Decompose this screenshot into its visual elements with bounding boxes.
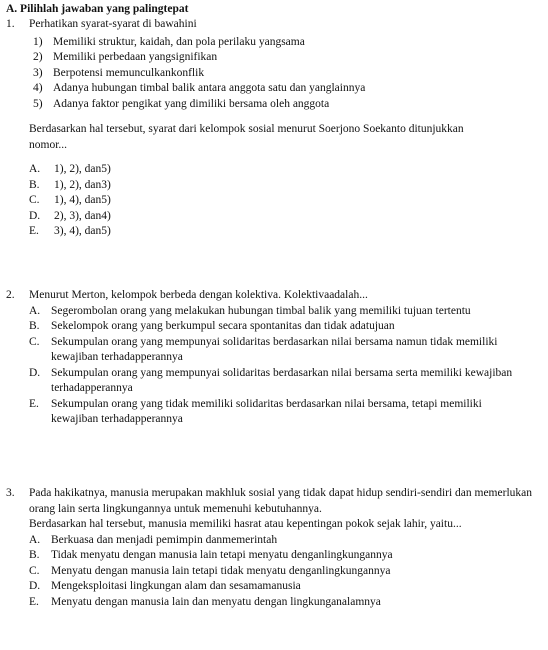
option-letter: E. <box>29 225 39 237</box>
statement-number: 4) <box>33 82 43 94</box>
question-body <box>29 17 536 240</box>
option-text: Menyatu dengan manusia lain dan menyatu dengan lingkunganalamnya <box>51 595 381 608</box>
question-stem-continued: Berdasarkan hal tersebut, manusia memiliki hasrat atau kepentingan pokok sejak lahir, yaitu... <box>29 518 462 530</box>
option-text: Berkuasa dan menjadi pemimpin danmemerintah <box>51 533 278 546</box>
option-letter: D. <box>29 209 41 222</box>
statement-text: Memiliki struktur, kaidah, dan pola perilaku yangsama <box>53 35 305 48</box>
answer-option-b[interactable] <box>29 178 536 194</box>
option-letter: D. <box>29 580 41 592</box>
question-number: 3. <box>6 487 15 499</box>
option-text: Tidak menyatu dengan manusia lain tetapi menyatu denganlingkungannya <box>51 549 393 561</box>
statement-number: 1) <box>33 35 43 48</box>
statement-number: 5) <box>33 97 43 110</box>
option-letter: C. <box>29 335 40 348</box>
option-letter: E. <box>29 595 39 608</box>
statement-text: Memiliki perbedaan yangsignifikan <box>53 51 218 63</box>
answer-option-c[interactable] <box>29 193 536 209</box>
statement-item <box>29 50 536 66</box>
question-body <box>29 288 536 428</box>
answer-option-e[interactable] <box>29 224 536 240</box>
option-letter: C. <box>29 564 40 577</box>
statement-item <box>29 81 536 97</box>
option-letter: D. <box>29 366 41 379</box>
option-letter: E. <box>29 397 39 410</box>
option-letter: A. <box>29 304 41 317</box>
statement-text: Adanya hubungan timbal balik antara anggota satu dan yanglainnya <box>53 82 366 94</box>
option-letter: A. <box>29 163 41 175</box>
option-text: 2), 3), dan4) <box>54 209 111 222</box>
answer-option-b[interactable] <box>29 548 541 564</box>
option-text: Sekelompok orang yang berkumpul secara spontanitas dan tidak adatujuan <box>51 320 395 332</box>
statement-number: 2) <box>33 51 43 63</box>
answer-options <box>29 162 536 240</box>
answer-option-a[interactable] <box>29 162 536 178</box>
statement-list <box>29 35 536 113</box>
question-stem: Perhatikan syarat-syarat di bawahini <box>29 18 197 30</box>
statement-text: Berpotensi memunculkankonflik <box>53 66 205 79</box>
option-text: Sekumpulan orang yang tidak memiliki solidaritas berdasarkan nilai bersama, tetapi memiliki kewajiban terhadapperannya <box>51 397 482 425</box>
question-2 <box>6 288 536 428</box>
section-title: A. Pilihlah jawaban yang palingtepat <box>6 3 189 15</box>
statement-item <box>29 97 536 113</box>
answer-option-b[interactable] <box>29 319 529 335</box>
option-text: Menyatu dengan manusia lain tetapi tidak menyatu denganlingkungannya <box>51 564 391 577</box>
question-number: 2. <box>6 289 15 301</box>
answer-option-d[interactable] <box>29 579 541 595</box>
option-text: Sekumpulan orang yang mempunyai solidaritas berdasarkan nilai bersama serta memiliki kewajiban terhadapperannya <box>51 366 513 394</box>
statement-item <box>29 35 536 51</box>
option-letter: C. <box>29 194 40 206</box>
answer-option-c[interactable] <box>29 564 541 580</box>
question-body <box>29 486 541 610</box>
statement-number: 3) <box>33 66 43 79</box>
answer-option-e[interactable] <box>29 595 541 611</box>
option-text: Mengeksploitasi lingkungan alam dan sesamamanusia <box>51 580 301 592</box>
answer-options <box>29 304 529 428</box>
question-1 <box>6 17 536 240</box>
option-letter: A. <box>29 533 41 546</box>
answer-option-e[interactable] <box>29 397 529 428</box>
question-number: 1. <box>6 18 15 30</box>
answer-option-d[interactable] <box>29 209 536 225</box>
question-stem: Menurut Merton, kelompok berbeda dengan kolektiva. Kolektivaadalah... <box>29 289 368 301</box>
answer-options <box>29 533 541 611</box>
option-text: 1), 4), dan5) <box>54 194 111 206</box>
question-paragraph: Berdasarkan hal tersebut, syarat dari kelompok sosial menurut Soerjono Soekanto ditunjukkan nomor... <box>29 123 464 151</box>
answer-option-c[interactable] <box>29 335 529 366</box>
option-text: 3), 4), dan5) <box>54 225 111 237</box>
statement-item <box>29 66 536 82</box>
answer-option-a[interactable] <box>29 533 541 549</box>
option-text: Sekumpulan orang yang mempunyai solidaritas berdasarkan nilai bersama namun tidak memiliki kewajiban terhadapperannya <box>51 335 498 363</box>
option-text: 1), 2), dan5) <box>54 163 111 175</box>
answer-option-a[interactable] <box>29 304 529 320</box>
option-letter: B. <box>29 320 40 332</box>
answer-option-d[interactable] <box>29 366 529 397</box>
option-text: Segerombolan orang yang melakukan hubungan timbal balik yang memiliki tujuan tertentu <box>51 304 471 317</box>
question-stem: Pada hakikatnya, manusia merupakan makhluk sosial yang tidak dapat hidup sendiri-sendiri dan memerlukan orang lain serta lingkungannya untuk memenuhi kebutuhannya. <box>29 487 532 515</box>
statement-text: Adanya faktor pengikat yang dimiliki bersama oleh anggota <box>53 97 330 110</box>
question-3 <box>6 486 536 610</box>
option-text: 1), 2), dan3) <box>54 178 111 191</box>
option-letter: B. <box>29 178 40 191</box>
option-letter: B. <box>29 549 40 561</box>
